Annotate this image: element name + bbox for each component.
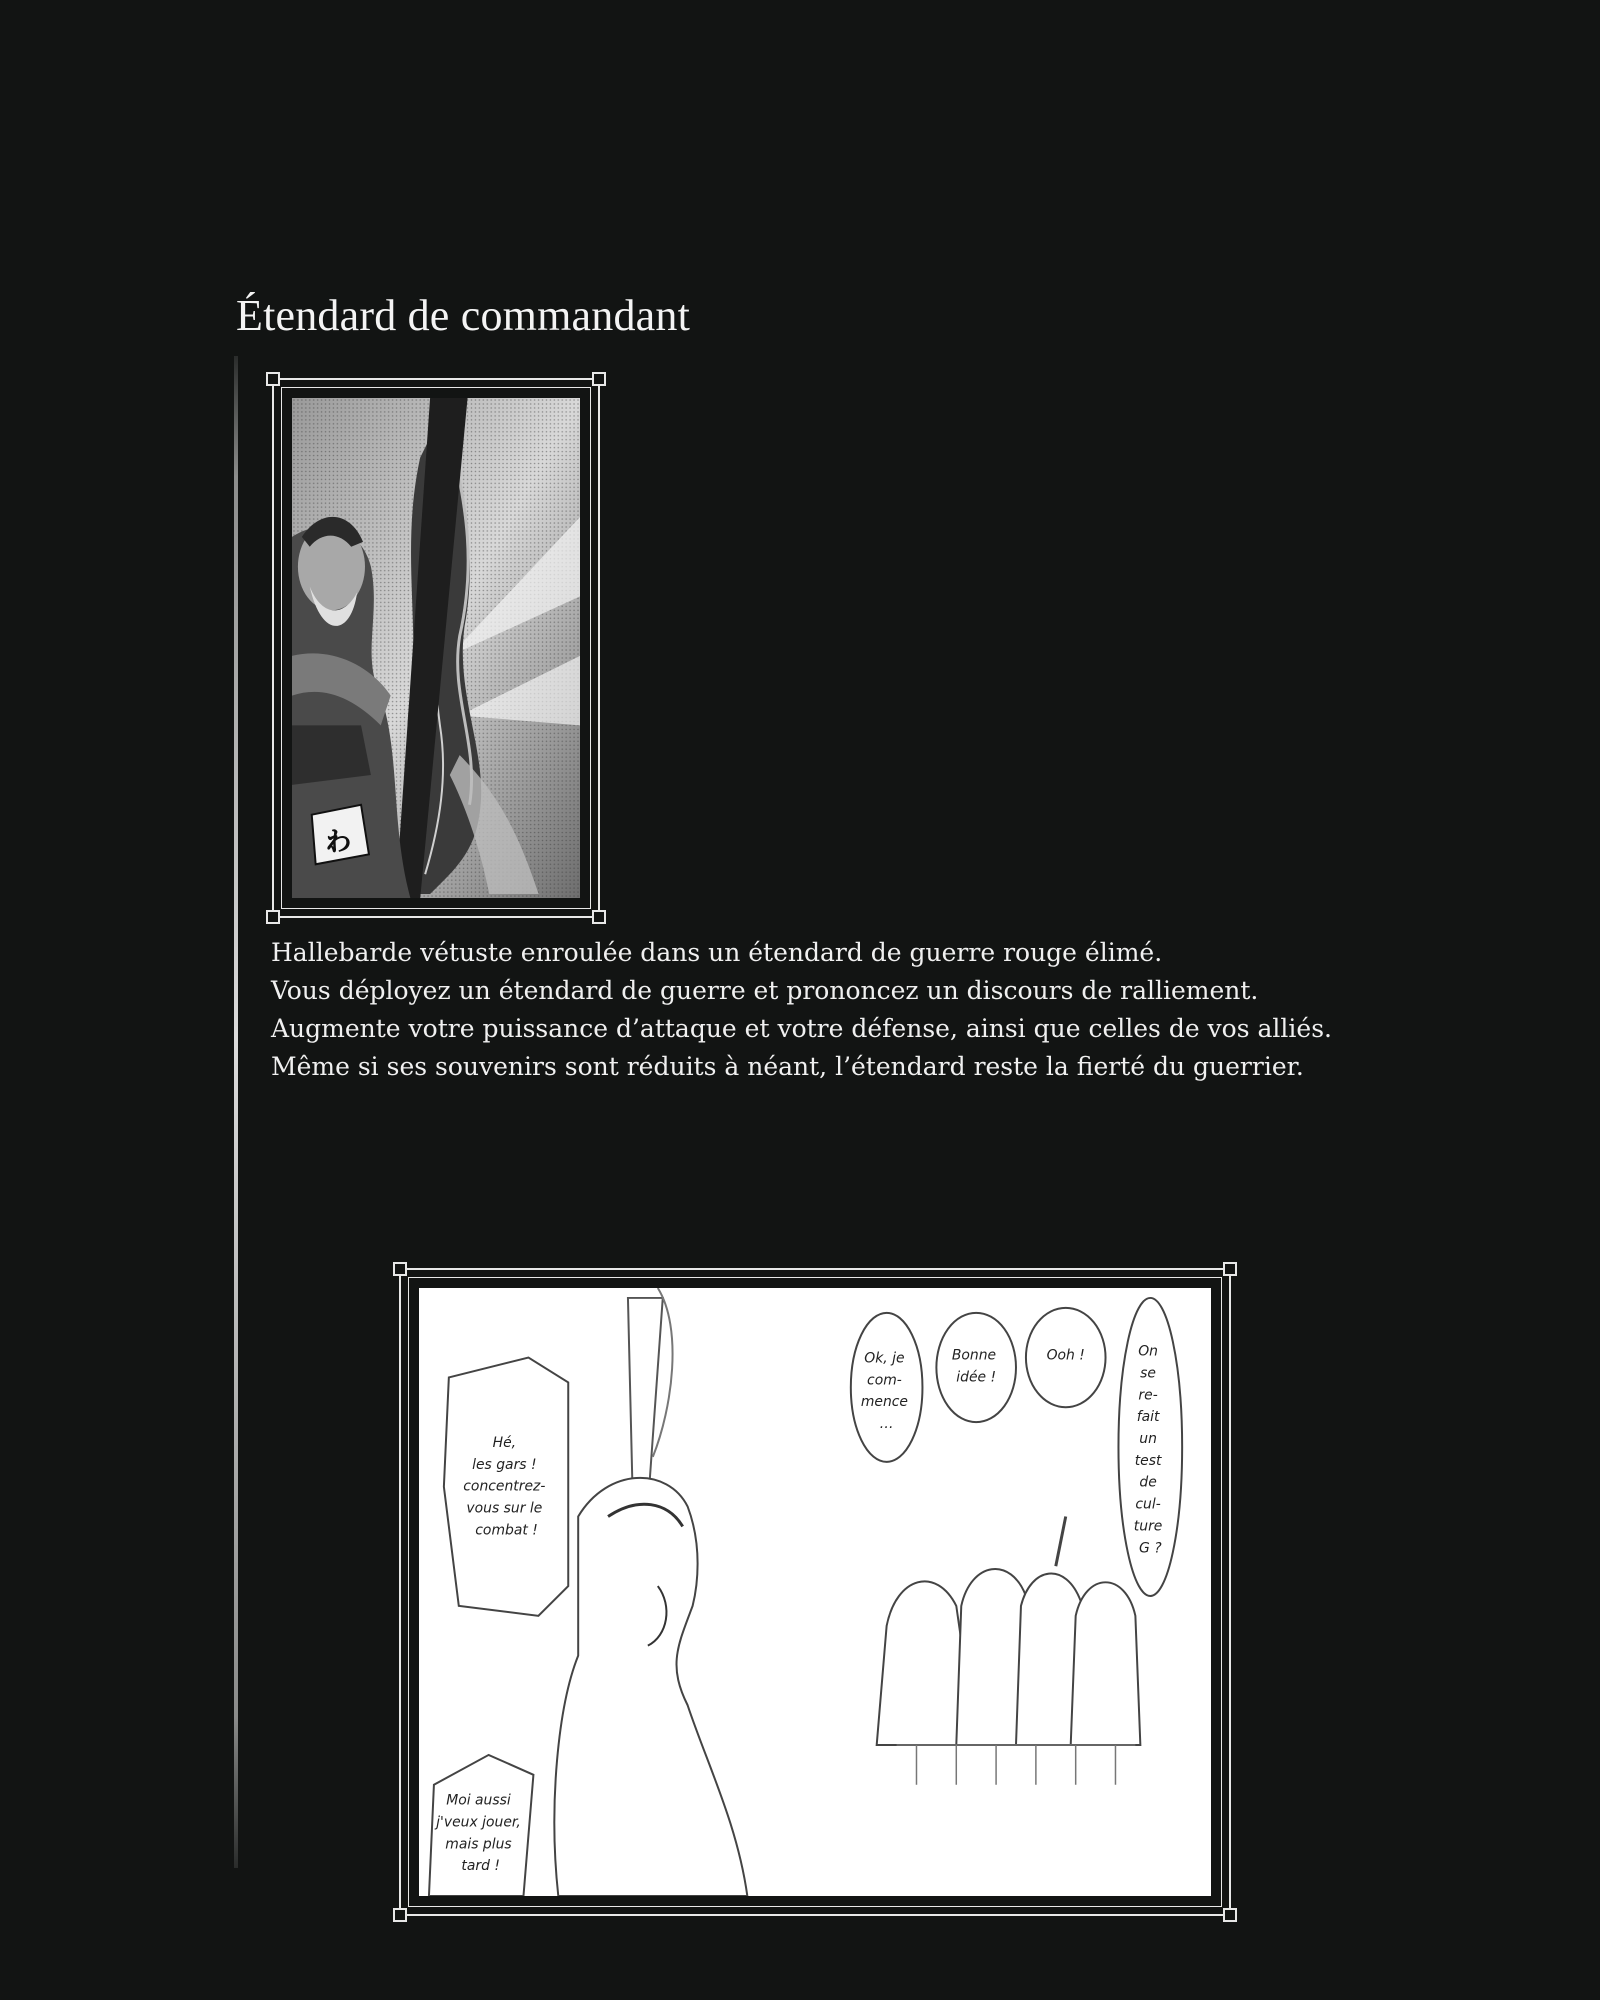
description-line: Augmente votre puissance d’attaque et votre défense, ainsi que celles de vos alliés. [271, 1014, 1332, 1043]
item-description [271, 934, 1471, 1086]
bubble-4-text: On se re- fait un test de cul- ture G ? [1133, 1343, 1163, 1557]
frame-corner [393, 1908, 407, 1922]
frame-corner [592, 910, 606, 924]
bubble-bottom-left-text: Moi aussi j'veux jouer, mais plus tard ! [436, 1792, 521, 1875]
sketch-illustration [419, 1288, 1211, 1896]
frame-corner [266, 910, 280, 924]
bubble-3-text: Ooh ! [1046, 1347, 1085, 1364]
frame-corner [1223, 1262, 1237, 1276]
vertical-rule [234, 356, 238, 1868]
bubble-1-text: Ok, je com- mence … [860, 1350, 909, 1433]
warrior-banner-illustration [292, 398, 580, 898]
frame-corner [266, 372, 280, 386]
description-line: Hallebarde vétuste enroulée dans un étendard de guerre rouge élimé. [271, 938, 1163, 967]
sketch-frame [399, 1268, 1231, 1916]
illustration-frame [272, 378, 600, 918]
description-line: Vous déployez un étendard de guerre et prononcez un discours de ralliement. [271, 976, 1259, 1005]
pencil-sketch [419, 1288, 1211, 1896]
speech-bubble-2 [936, 1313, 1016, 1422]
description-line: Même si ses souvenirs sont réduits à néant, l’étendard reste la fierté du guerrier. [271, 1052, 1304, 1081]
frame-corner [393, 1262, 407, 1276]
bubble-2-text: Bonne idée ! [951, 1347, 997, 1386]
bubble-left-text: Hé, les gars ! concentrez- vous sur le combat ! [463, 1434, 546, 1539]
frame-corner [1223, 1908, 1237, 1922]
frame-corner [592, 372, 606, 386]
page-title: Étendard de commandant [236, 291, 691, 340]
sound-effect-text: ゎ [321, 818, 356, 858]
manga-illustration [292, 398, 580, 898]
